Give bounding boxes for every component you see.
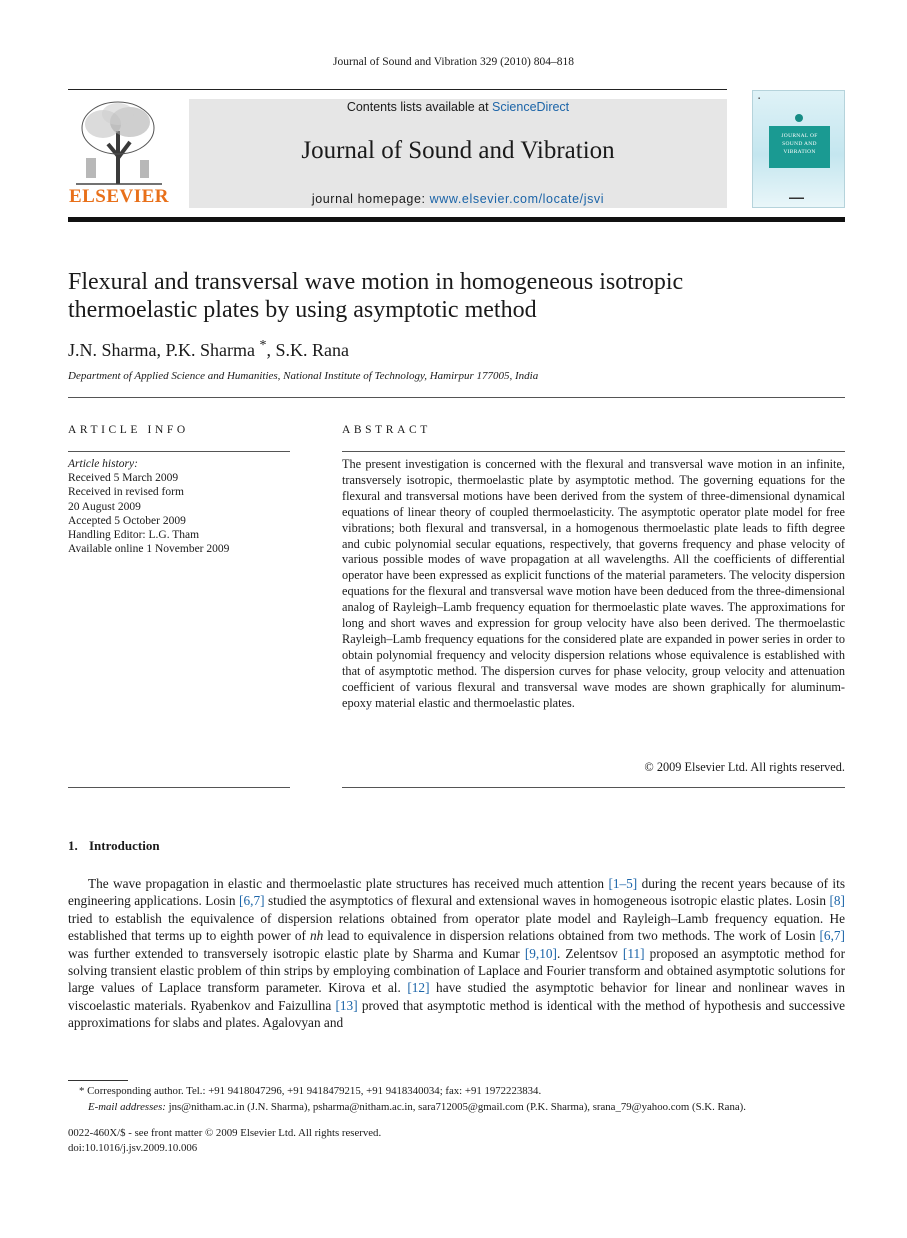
body-text: was further extended to transversely isotropic elastic plate by Sharma and Kumar [68,945,525,961]
body-text: studied the asymptotics of flexural and extensional waves in homogeneous isotropic elastic plates. Losin [264,893,830,909]
section-number: 1. [68,838,78,853]
article-title-line: Flexural and transversal wave motion in homogeneous isotropic [68,269,684,295]
journal-cover-thumbnail[interactable] [752,90,845,208]
authors-text: J.N. Sharma, P.K. Sharma [68,340,255,360]
citation-link[interactable]: [12] [407,980,430,996]
history-item: Available online 1 November 2009 [68,543,230,556]
email-label: E-mail addresses: [88,1100,166,1113]
homepage-prefix: journal homepage: [311,192,430,206]
journal-title: Journal of Sound and Vibration [301,137,615,164]
masthead-top-rule [68,89,727,90]
journal-homepage [189,192,727,206]
body-text: . Zelentsov [556,945,623,961]
article-title [68,268,845,324]
abstract-bottom-rule [342,787,845,788]
footnotes [68,1084,858,1115]
body-text: tried to establish the equivalence of dispersion relations obtained from operator plate model and Rayleigh–Lamb frequency equation. He established that terms up to eighth power of [68,910,845,944]
history-item: Received 5 March 2009 [68,472,179,485]
body-text: lead to equivalence in dispersion relations obtained from two methods. The work of Losin [323,928,820,944]
citation-link[interactable]: [6,7] [819,928,845,944]
body-text: during the recent years because of its engineering applications. Losin [68,876,845,909]
corresponding-author-footnote: * Corresponding author. Tel.: +91 9418047296, +91 9418479215, +91 9418340034; fax: +91 1972223834. [79,1085,542,1097]
article-info-rule [68,451,290,452]
abstract-heading: ABSTRACT [342,424,431,436]
email-addresses[interactable]: jns@nitham.ac.in (J.N. Sharma), psharma@nitham.ac.in, sara712005@gmail.com (P.K. Sharma), srana_79@yahoo.com (S.K. Rana). [165,1100,746,1113]
abstract-text: The present investigation is concerned with the flexural and transversal wave motion in an infinite, transversely isotropic, thermoelastic plate by asymptotic method. The governing equations for the flexural and transversal motions have been derived from the system of three-dimensional dynamical equations of linear theory of coupled thermoelasticity. The asymptotic operator plate model for free vibrations; both flexural and transversal, in a homogenous thermoelastic plate leads to fifth degree and cubic polynomial secular equations, respectively, that governs frequency and phase velocity of various possible modes of wave propagation at all wavelengths. All the coefficients of differential operator have been expressed as explicit functions of the material parameters. The velocity dispersion equations for the flexural and transversal wave motion have been deduced from the three-dimensional analog of Rayleigh–Lamb frequency equation for thermoelastic plate waves. The approximations for long and short waves and expression for group velocity have also been derived. The thermoelastic Rayleigh–Lamb frequency equations for the considered plate are expanded in power series in order to obtain polynomial frequency and velocity dispersion relations whose equivalence is established with that of asymptotic method. The dispersion curves for phase velocity, group velocity and attenuation coefficient of various flexural and transversal wave modes are shown graphically for aluminum-epoxy material elastic and thermoelastic plates. [342,457,845,710]
authors-text-tail: , S.K. Rana [266,340,349,360]
abstract-rule [342,451,845,452]
issn-line: 0022-460X/$ - see front matter © 2009 Elsevier Ltd. All rights reserved. [68,1127,382,1139]
citation-link[interactable]: [8] [829,893,845,909]
history-item: 20 August 2009 [68,500,141,513]
cover-publisher-mark: ▬▬▬ [789,196,804,201]
body-text: The wave propagation in elastic and thermoelastic plate structures has received much attention [88,876,609,891]
doi-line[interactable]: doi:10.1016/j.jsv.2009.10.006 [68,1141,198,1154]
elsevier-logo[interactable] [68,96,170,208]
history-item: Accepted 5 October 2009 [68,514,186,527]
elsevier-tree-icon [68,96,170,186]
citation-link[interactable]: [9,10] [524,945,557,961]
front-matter [68,1126,381,1155]
body-text: proved that asymptotic method is identical with the method of hypothesis and successive approximations for slabs and plates. Agalovyan and [68,997,845,1031]
sciencedirect-link[interactable]: ScienceDirect [492,100,570,114]
cover-issn-mark: ▪ [758,96,761,102]
title-divider [68,397,845,398]
history-label: Article history: [68,458,138,470]
affiliation: Department of Applied Science and Humanities, National Institute of Technology, Hamirpur 177005, India [68,370,539,382]
contents-prefix: Contents lists available at [346,100,493,114]
contents-line [189,100,727,114]
author-list [68,337,349,361]
footnote-rule [68,1080,128,1081]
cover-title-line: SOUND AND [782,141,817,147]
cover-title-line: VIBRATION [783,149,816,155]
history-item: Handling Editor: L.G. Tham [68,529,200,542]
masthead-bottom-rule [68,217,845,222]
introduction-paragraph [68,875,845,1032]
homepage-link[interactable]: www.elsevier.com/locate/jsvi [429,192,605,206]
corresponding-author-mark[interactable]: * [259,338,267,353]
article-history [68,457,290,556]
citation-link[interactable]: [13] [335,997,358,1013]
citation-link[interactable]: [6,7] [239,893,265,909]
elsevier-wordmark: ELSEVIER [68,186,170,207]
cover-title-line: JOURNAL OF [781,133,818,139]
citation-link[interactable]: [11] [622,945,645,961]
abstract-copyright: © 2009 Elsevier Ltd. All rights reserved. [644,760,845,774]
history-item: Received in revised form [68,486,184,499]
body-text: have studied the asymptotic behavior for linear and nonlinear waves in viscoelastic materials. Ryabenkov and Faizullina [68,980,846,1013]
email-footnote [68,1100,858,1116]
article-title-line: thermoelastic plates by using asymptotic method [68,297,537,323]
cover-emblem-icon [795,114,803,122]
math-term: nh [309,928,324,944]
article-info-bottom-rule [68,787,290,788]
section-heading-introduction [68,838,160,854]
article-info-heading: ARTICLE INFO [68,424,189,436]
cover-title-panel [769,126,830,168]
body-text: proposed an asymptotic method for solving transient elastic problem of thin strips by employing combination of Laplace and Fourier transform and obtained asymptotic solutions for large values of Laplace transform parameter. Kirova et al. [68,945,846,996]
running-head: Journal of Sound and Vibration 329 (2010) 804–818 [333,56,574,68]
section-title: Introduction [89,838,160,853]
citation-link[interactable]: [1–5] [608,876,638,891]
